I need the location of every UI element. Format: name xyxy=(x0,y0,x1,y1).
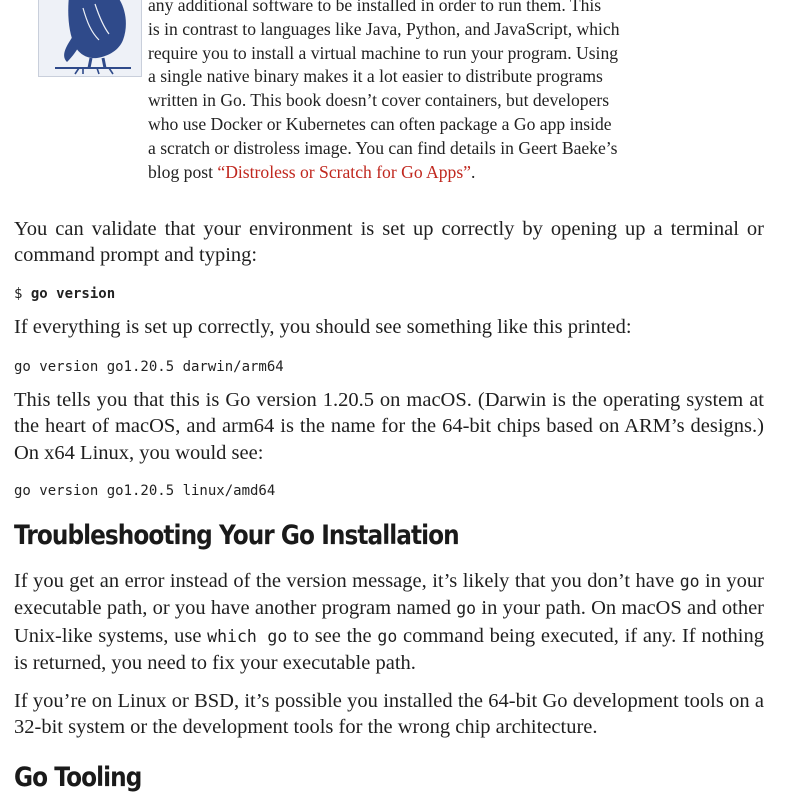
code-output-darwin: go version go1.20.5 darwin/arm64 xyxy=(14,359,284,375)
note-text-suffix: . xyxy=(471,161,476,182)
bird-icon xyxy=(38,0,142,77)
inline-code: go xyxy=(456,599,477,619)
note-line: a single native binary makes it a lot easier to distribute programs xyxy=(148,66,603,87)
note-line: is in contrast to languages like Java, Python, and JavaScript, which xyxy=(148,18,620,39)
note-line: require you to install a virtual machine to run your program. Using xyxy=(148,42,619,63)
note-line: written in Go. This book doesn’t cover containers, but developers xyxy=(148,90,610,111)
code-prompt: $ xyxy=(14,286,31,302)
section-heading-go-tooling: Go Tooling xyxy=(14,762,142,793)
note-text-prefix: blog post xyxy=(148,161,218,182)
paragraph-linux-bsd: If you’re on Linux or BSD, it’s possible you installed the 64-bit Go development tools on a 32-bit system or the development tools for the wrong chip architecture. xyxy=(14,690,764,739)
inline-code: go xyxy=(679,572,700,591)
paragraph-expected-output: If everything is set up correctly, you should see something like this printed: xyxy=(14,316,632,338)
text-run: in your path. On macOS and other Unix-like systems, use xyxy=(14,597,764,647)
text-run: in your executable path, or you have another program named xyxy=(14,570,764,620)
code-command: go version xyxy=(30,286,116,302)
note-last-line xyxy=(148,161,688,185)
blog-post-link[interactable]: “Distroless or Scratch for Go Apps” xyxy=(217,161,471,182)
text-run: If you get an error instead of the version message, it’s likely that you don’t have xyxy=(14,570,680,592)
note-line: a scratch or distroless image. You can find details in Geert Baeke’s xyxy=(148,137,618,158)
note-line: any additional software to be installed in order to run them. This xyxy=(148,0,602,15)
text-run: command being executed, if any. If nothing is returned, you need to fix your executable path. xyxy=(14,624,764,675)
text-run: to see the xyxy=(287,624,378,647)
section-heading-troubleshooting: Troubleshooting Your Go Installation xyxy=(14,520,459,551)
paragraph-troubleshooting xyxy=(14,568,764,677)
note-text xyxy=(148,0,688,184)
paragraph-version-explanation: This tells you that this is Go version 1.20.5 on macOS. (Darwin is the operating system at the heart of macOS, and arm64 is the name for the 64-bit chips based on ARM’s designs.) On x64 Linux, you would see: xyxy=(14,389,764,464)
paragraph-validate: You can validate that your environment is set up correctly by opening up a terminal or command prompt and typing: xyxy=(14,218,764,267)
inline-code: which go xyxy=(207,626,288,646)
inline-code: go xyxy=(377,626,398,646)
code-output-linux: go version go1.20.5 linux/amd64 xyxy=(14,483,276,499)
code-go-version-command xyxy=(14,285,115,303)
note-line: who use Docker or Kubernetes can often package a Go app inside xyxy=(148,113,612,134)
